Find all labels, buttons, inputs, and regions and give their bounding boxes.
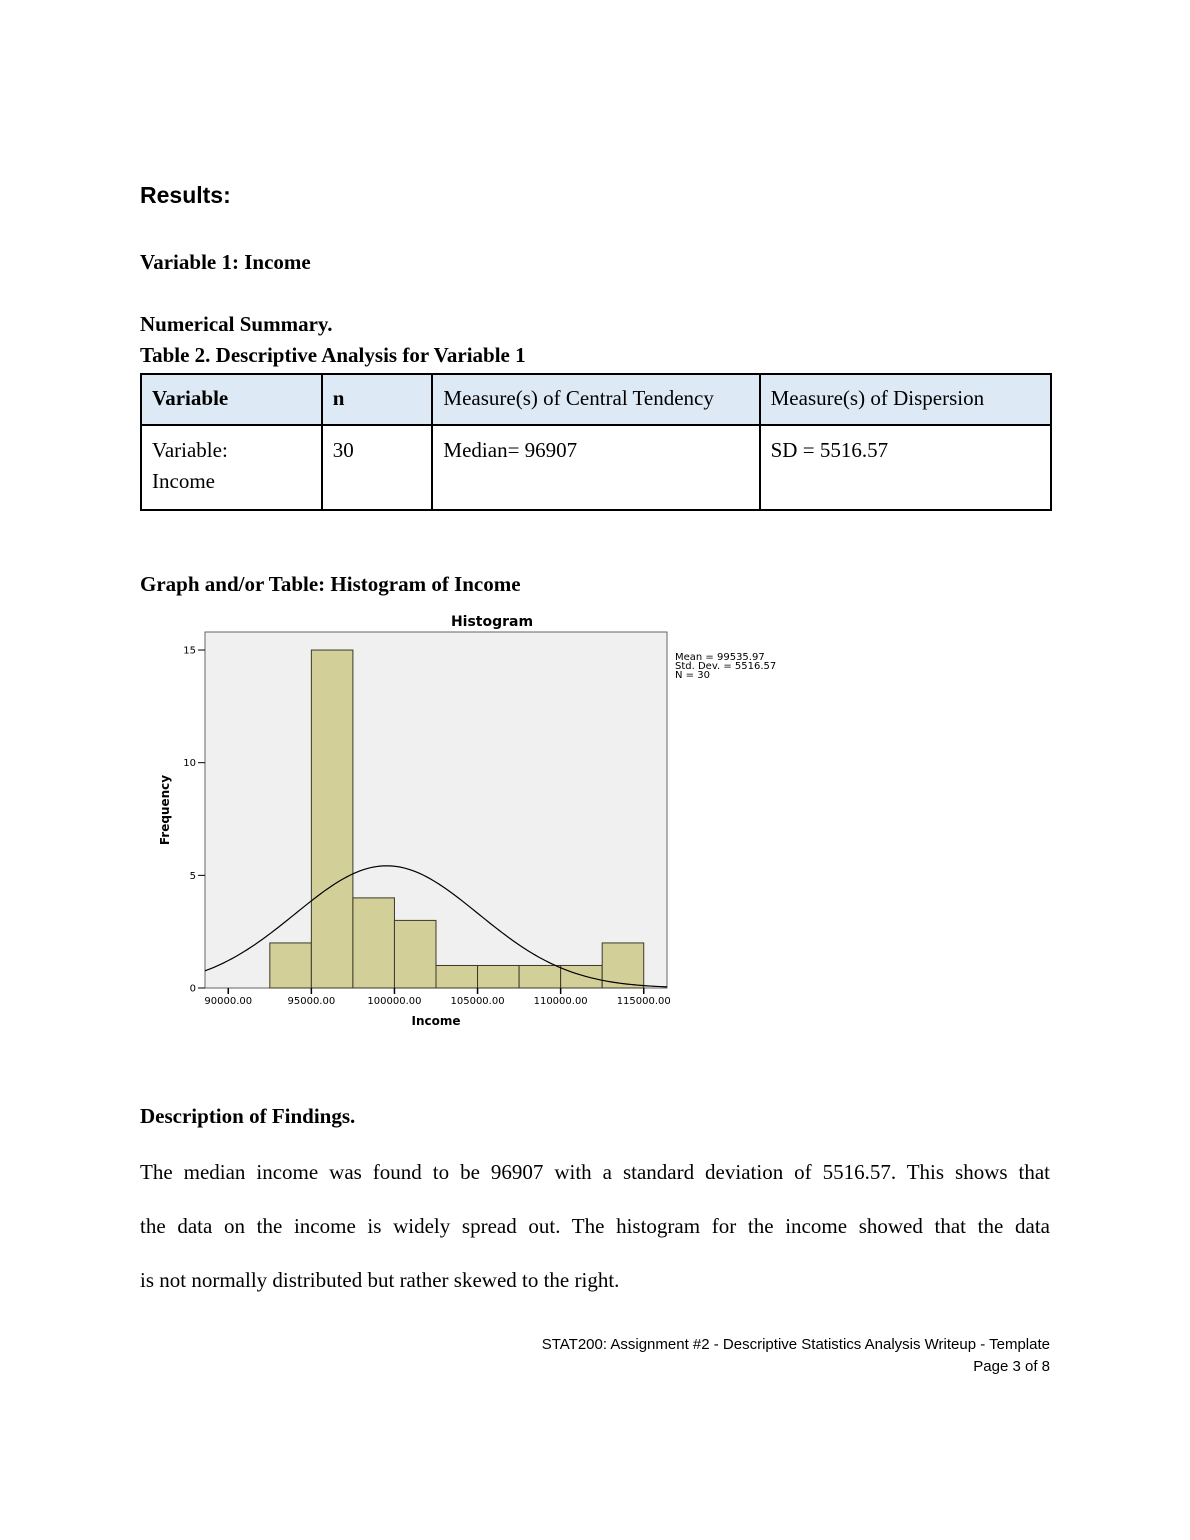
table-row: [141, 425, 1051, 510]
histogram-bar-8: [561, 965, 603, 988]
x-tick-label-4: 105000.00: [450, 996, 505, 1007]
findings-line-1: The median income was found to be 96907 with a standard deviation of 5516.57. This shows that: [140, 1160, 1050, 1184]
results-heading: Results:: [140, 182, 231, 208]
histogram-bar-6: [478, 965, 520, 988]
cell-dispersion: SD = 5516.57: [760, 425, 1051, 510]
page-footer: [542, 1334, 1050, 1378]
x-tick-label-2: 95000.00: [287, 996, 336, 1007]
y-tick-label-3: 10: [183, 758, 196, 770]
header-central-tendency: Measure(s) of Central Tendency: [432, 374, 759, 425]
x-axis-label: Income: [411, 1014, 461, 1028]
legend-mean: Mean = 99535.97: [675, 652, 765, 663]
chart-title: Histogram: [450, 614, 534, 630]
y-axis: [183, 646, 205, 995]
chart-legend: [675, 652, 776, 681]
legend-n: N = 30: [675, 670, 710, 681]
histogram-bar-3: [353, 898, 395, 988]
income-histogram: [140, 605, 820, 1035]
cell-n: 30: [322, 425, 433, 510]
y-tick-label-4: 15: [183, 645, 196, 657]
page-number: Page 3 of 8: [973, 1358, 1050, 1375]
x-tick-label-3: 100000.00: [367, 996, 422, 1007]
findings-line-3: is not normally distributed but rather skewed to the right.: [140, 1268, 620, 1292]
legend-std-dev: Std. Dev. = 5516.57: [675, 661, 777, 672]
histogram-bar-2: [311, 650, 353, 988]
table-caption: Table 2. Descriptive Analysis for Variable 1: [140, 343, 526, 367]
header-dispersion: Measure(s) of Dispersion: [760, 374, 1051, 425]
cell-variable: [141, 425, 322, 510]
cell-central-tendency: Median= 96907: [432, 425, 759, 510]
header-variable: Variable: [141, 374, 322, 425]
graph-heading: Graph and/or Table: Histogram of Income: [140, 572, 521, 596]
cell-variable-line2: Income: [152, 469, 215, 493]
histogram-bar-7: [519, 965, 561, 988]
x-tick-label-5: 110000.00: [533, 996, 588, 1007]
x-tick-label-6: 115000.00: [616, 996, 671, 1007]
y-tick-label-2: 5: [189, 870, 196, 882]
x-tick-label-1: 90000.00: [204, 996, 253, 1007]
findings-paragraph: [140, 1145, 1050, 1307]
numerical-summary-heading: Numerical Summary.: [140, 312, 333, 336]
variable-heading: Variable 1: Income: [140, 250, 311, 274]
footer-title: STAT200: Assignment #2 - Descriptive Statistics Analysis Writeup - Template: [541, 1336, 1050, 1353]
table-header-row: [141, 374, 1051, 425]
findings-line-2: the data on the income is widely spread out. The histogram for the income showed that the data: [140, 1214, 1050, 1238]
descriptive-table: [140, 373, 1052, 511]
x-axis: [204, 988, 670, 1007]
histogram-bar-4: [394, 920, 436, 988]
histogram-bar-5: [436, 965, 478, 988]
cell-variable-line1: Variable:: [152, 438, 228, 462]
y-tick-label-1: 0: [189, 983, 196, 995]
findings-heading: Description of Findings.: [140, 1104, 356, 1128]
histogram-bar-1: [270, 943, 312, 988]
header-n: n: [322, 374, 433, 425]
y-axis-label: Frequency: [158, 774, 172, 846]
